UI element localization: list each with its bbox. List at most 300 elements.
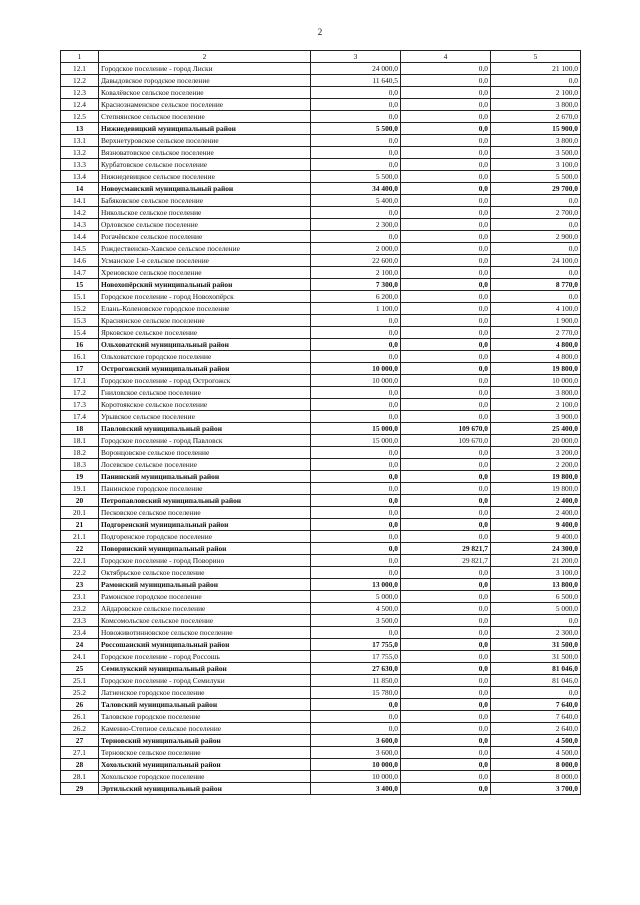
row-value-col-3: 0,0 [311, 231, 401, 243]
row-value-col-4: 0,0 [401, 567, 491, 579]
row-value-col-3: 24 000,0 [311, 63, 401, 75]
row-name: Краснознаменское сельское поселение [99, 99, 311, 111]
row-value-col-4: 0,0 [401, 363, 491, 375]
row-value-col-3: 0,0 [311, 459, 401, 471]
row-number: 14 [61, 183, 99, 195]
row-value-col-4: 0,0 [401, 195, 491, 207]
table-row [61, 423, 581, 435]
row-name: Рамонское городское поселение [99, 591, 311, 603]
row-name: Павловский муниципальный район [99, 423, 311, 435]
row-value-col-4: 0,0 [401, 315, 491, 327]
row-name: Городское поселение - город Павловск [99, 435, 311, 447]
row-value-col-4: 0,0 [401, 111, 491, 123]
row-value-col-3: 10 000,0 [311, 363, 401, 375]
table-row [61, 303, 581, 315]
table-row [61, 519, 581, 531]
row-value-col-4: 0,0 [401, 663, 491, 675]
row-number: 18.1 [61, 435, 99, 447]
row-number: 13.4 [61, 171, 99, 183]
row-value-col-3: 0,0 [311, 159, 401, 171]
row-number: 28 [61, 759, 99, 771]
row-number: 27.1 [61, 747, 99, 759]
table-row [61, 195, 581, 207]
table-row [61, 123, 581, 135]
table-row [61, 555, 581, 567]
row-value-col-5: 10 000,0 [491, 375, 581, 387]
row-value-col-5: 81 046,0 [491, 675, 581, 687]
row-number: 20 [61, 495, 99, 507]
table-row [61, 327, 581, 339]
row-value-col-4: 0,0 [401, 447, 491, 459]
row-value-col-3: 7 300,0 [311, 279, 401, 291]
row-name: Городское поселение - город Семилуки [99, 675, 311, 687]
row-name: Усманское 1-е сельское поселение [99, 255, 311, 267]
row-value-col-5: 0,0 [491, 615, 581, 627]
row-number: 16 [61, 339, 99, 351]
row-number: 13 [61, 123, 99, 135]
row-number: 23 [61, 579, 99, 591]
row-name: Гниловское сельское поселение [99, 387, 311, 399]
table-row [61, 111, 581, 123]
table-row [61, 603, 581, 615]
row-name: Октябрьское сельское поселение [99, 567, 311, 579]
row-value-col-3: 10 000,0 [311, 771, 401, 783]
row-name: Петропавловский муниципальный район [99, 495, 311, 507]
row-number: 29 [61, 783, 99, 795]
row-value-col-5: 3 800,0 [491, 387, 581, 399]
row-value-col-5: 31 500,0 [491, 639, 581, 651]
row-value-col-3: 34 400,0 [311, 183, 401, 195]
table-row [61, 747, 581, 759]
row-value-col-5: 3 500,0 [491, 147, 581, 159]
row-value-col-3: 22 600,0 [311, 255, 401, 267]
row-value-col-4: 0,0 [401, 711, 491, 723]
row-value-col-3: 0,0 [311, 111, 401, 123]
row-value-col-3: 5 500,0 [311, 171, 401, 183]
row-value-col-4: 0,0 [401, 495, 491, 507]
row-value-col-5: 3 700,0 [491, 783, 581, 795]
row-number: 19.1 [61, 483, 99, 495]
row-name: Нижнедевицкое сельское поселение [99, 171, 311, 183]
row-value-col-4: 0,0 [401, 735, 491, 747]
table-row [61, 639, 581, 651]
row-name: Городское поселение - город Новохопёрск [99, 291, 311, 303]
row-name: Панинский муниципальный район [99, 471, 311, 483]
row-value-col-4: 0,0 [401, 639, 491, 651]
row-number: 17.2 [61, 387, 99, 399]
row-value-col-4: 0,0 [401, 147, 491, 159]
row-value-col-3: 3 600,0 [311, 747, 401, 759]
row-value-col-4: 0,0 [401, 63, 491, 75]
row-value-col-3: 0,0 [311, 147, 401, 159]
row-number: 15.4 [61, 327, 99, 339]
row-value-col-5: 24 100,0 [491, 255, 581, 267]
row-name: Рогачёвское сельское поселение [99, 231, 311, 243]
row-number: 15.1 [61, 291, 99, 303]
row-number: 15 [61, 279, 99, 291]
row-value-col-4: 0,0 [401, 339, 491, 351]
header-col-4: 4 [401, 51, 491, 63]
row-name: Айдаровское сельское поселение [99, 603, 311, 615]
row-name: Нижнедевицкий муниципальный район [99, 123, 311, 135]
row-number: 23.1 [61, 591, 99, 603]
table-row [61, 411, 581, 423]
row-number: 25.1 [61, 675, 99, 687]
row-number: 23.3 [61, 615, 99, 627]
row-value-col-5: 0,0 [491, 195, 581, 207]
budget-table [60, 50, 581, 795]
row-number: 28.1 [61, 771, 99, 783]
row-value-col-5: 25 400,0 [491, 423, 581, 435]
row-value-col-3: 3 600,0 [311, 735, 401, 747]
row-value-col-4: 0,0 [401, 723, 491, 735]
row-value-col-3: 0,0 [311, 327, 401, 339]
row-value-col-4: 0,0 [401, 627, 491, 639]
row-name: Рамонский муниципальный район [99, 579, 311, 591]
row-value-col-4: 0,0 [401, 747, 491, 759]
row-value-col-3: 10 000,0 [311, 759, 401, 771]
row-name: Городское поселение - город Поворино [99, 555, 311, 567]
row-value-col-5: 4 500,0 [491, 747, 581, 759]
row-number: 14.3 [61, 219, 99, 231]
table-row [61, 75, 581, 87]
row-value-col-5: 2 770,0 [491, 327, 581, 339]
row-number: 17.4 [61, 411, 99, 423]
row-name: Хохольское городское поселение [99, 771, 311, 783]
row-number: 17.1 [61, 375, 99, 387]
row-value-col-5: 20 000,0 [491, 435, 581, 447]
row-value-col-3: 5 500,0 [311, 123, 401, 135]
row-name: Таловский муниципальный район [99, 699, 311, 711]
row-value-col-5: 0,0 [491, 267, 581, 279]
row-number: 22 [61, 543, 99, 555]
table-row [61, 315, 581, 327]
row-value-col-5: 0,0 [491, 75, 581, 87]
row-name: Новохопёрский муниципальный район [99, 279, 311, 291]
row-value-col-3: 0,0 [311, 567, 401, 579]
row-value-col-3: 0,0 [311, 699, 401, 711]
row-number: 12.5 [61, 111, 99, 123]
row-value-col-4: 0,0 [401, 291, 491, 303]
row-number: 23.2 [61, 603, 99, 615]
row-number: 14.4 [61, 231, 99, 243]
row-value-col-3: 3 500,0 [311, 615, 401, 627]
row-value-col-3: 2 000,0 [311, 243, 401, 255]
row-value-col-5: 4 800,0 [491, 339, 581, 351]
table-row [61, 87, 581, 99]
row-value-col-5: 2 100,0 [491, 87, 581, 99]
row-name: Острогожский муниципальный район [99, 363, 311, 375]
row-value-col-4: 0,0 [401, 699, 491, 711]
row-number: 26.1 [61, 711, 99, 723]
row-value-col-4: 0,0 [401, 471, 491, 483]
row-name: Терновское сельское поселение [99, 747, 311, 759]
row-name: Курбатовское сельское поселение [99, 159, 311, 171]
table-row [61, 471, 581, 483]
table-row [61, 387, 581, 399]
row-value-col-5: 4 100,0 [491, 303, 581, 315]
row-number: 21.1 [61, 531, 99, 543]
row-value-col-5: 0,0 [491, 687, 581, 699]
row-number: 12.4 [61, 99, 99, 111]
row-name: Урывское сельское поселение [99, 411, 311, 423]
row-value-col-5: 3 100,0 [491, 567, 581, 579]
row-number: 25.2 [61, 687, 99, 699]
row-value-col-5: 4 800,0 [491, 351, 581, 363]
row-name: Воронцовское сельское поселение [99, 447, 311, 459]
row-number: 21 [61, 519, 99, 531]
row-value-col-4: 109 670,0 [401, 423, 491, 435]
row-value-col-4: 0,0 [401, 87, 491, 99]
row-value-col-3: 17 755,0 [311, 651, 401, 663]
row-number: 16.1 [61, 351, 99, 363]
row-value-col-3: 11 850,0 [311, 675, 401, 687]
table-row [61, 591, 581, 603]
row-value-col-3: 0,0 [311, 495, 401, 507]
row-name: Елань-Коленовское городское поселение [99, 303, 311, 315]
row-number: 25 [61, 663, 99, 675]
table-row [61, 375, 581, 387]
row-value-col-4: 0,0 [401, 171, 491, 183]
table-row [61, 99, 581, 111]
row-number: 14.5 [61, 243, 99, 255]
row-name: Давыдовское городское поселение [99, 75, 311, 87]
row-value-col-3: 15 000,0 [311, 435, 401, 447]
row-name: Хреновское сельское поселение [99, 267, 311, 279]
row-value-col-4: 0,0 [401, 675, 491, 687]
row-value-col-5: 7 640,0 [491, 699, 581, 711]
row-number: 27 [61, 735, 99, 747]
row-value-col-4: 0,0 [401, 615, 491, 627]
row-value-col-3: 0,0 [311, 351, 401, 363]
row-value-col-5: 4 500,0 [491, 735, 581, 747]
row-value-col-4: 0,0 [401, 279, 491, 291]
table-row [61, 627, 581, 639]
row-value-col-5: 15 900,0 [491, 123, 581, 135]
row-value-col-4: 0,0 [401, 603, 491, 615]
row-value-col-3: 6 200,0 [311, 291, 401, 303]
table-row [61, 459, 581, 471]
table-row [61, 279, 581, 291]
row-value-col-4: 0,0 [401, 303, 491, 315]
row-number: 14.6 [61, 255, 99, 267]
row-value-col-5: 3 800,0 [491, 135, 581, 147]
row-name: Лосевское сельское поселение [99, 459, 311, 471]
row-value-col-4: 0,0 [401, 387, 491, 399]
row-value-col-3: 0,0 [311, 339, 401, 351]
row-value-col-5: 2 100,0 [491, 399, 581, 411]
row-value-col-5: 3 200,0 [491, 447, 581, 459]
row-number: 26 [61, 699, 99, 711]
row-value-col-5: 2 400,0 [491, 507, 581, 519]
row-value-col-4: 0,0 [401, 375, 491, 387]
row-name: Бабяковское сельское поселение [99, 195, 311, 207]
row-value-col-5: 0,0 [491, 219, 581, 231]
page-number: 2 [317, 27, 323, 37]
row-value-col-4: 0,0 [401, 135, 491, 147]
row-value-col-5: 19 800,0 [491, 363, 581, 375]
row-value-col-5: 2 700,0 [491, 207, 581, 219]
row-value-col-3: 0,0 [311, 723, 401, 735]
row-number: 14.7 [61, 267, 99, 279]
row-value-col-4: 29 821,7 [401, 543, 491, 555]
row-value-col-4: 0,0 [401, 255, 491, 267]
row-value-col-5: 13 800,0 [491, 579, 581, 591]
row-name: Терновский муниципальный район [99, 735, 311, 747]
row-value-col-3: 10 000,0 [311, 375, 401, 387]
table-row [61, 267, 581, 279]
row-name: Коротоякское сельское поселение [99, 399, 311, 411]
row-name: Панинское городское поселение [99, 483, 311, 495]
table-row [61, 651, 581, 663]
row-number: 23.4 [61, 627, 99, 639]
row-value-col-3: 0,0 [311, 315, 401, 327]
row-number: 15.2 [61, 303, 99, 315]
row-name: Латненское городское поселение [99, 687, 311, 699]
row-value-col-4: 0,0 [401, 591, 491, 603]
row-name: Городское поселение - город Россошь [99, 651, 311, 663]
row-number: 17 [61, 363, 99, 375]
row-value-col-4: 0,0 [401, 411, 491, 423]
table-row [61, 579, 581, 591]
row-value-col-3: 0,0 [311, 87, 401, 99]
table-row [61, 687, 581, 699]
row-value-col-5: 81 046,0 [491, 663, 581, 675]
table-row [61, 363, 581, 375]
row-value-col-5: 21 200,0 [491, 555, 581, 567]
row-value-col-3: 11 640,5 [311, 75, 401, 87]
row-value-col-3: 0,0 [311, 387, 401, 399]
row-name: Ярковское сельское поселение [99, 327, 311, 339]
row-number: 22.2 [61, 567, 99, 579]
row-name: Новоживотинновское сельское поселение [99, 627, 311, 639]
row-number: 13.1 [61, 135, 99, 147]
row-value-col-4: 0,0 [401, 531, 491, 543]
row-number: 13.2 [61, 147, 99, 159]
row-name: Ольховатское городское поселение [99, 351, 311, 363]
row-value-col-3: 0,0 [311, 531, 401, 543]
row-name: Семилукский муниципальный район [99, 663, 311, 675]
row-value-col-5: 6 500,0 [491, 591, 581, 603]
table-row [61, 783, 581, 795]
row-value-col-4: 0,0 [401, 183, 491, 195]
row-value-col-4: 0,0 [401, 483, 491, 495]
row-number: 22.1 [61, 555, 99, 567]
row-number: 17.3 [61, 399, 99, 411]
table-row [61, 507, 581, 519]
row-value-col-5: 3 900,0 [491, 411, 581, 423]
row-name: Вязноватовское сельское поселение [99, 147, 311, 159]
row-value-col-4: 0,0 [401, 783, 491, 795]
row-value-col-3: 0,0 [311, 471, 401, 483]
table-row [61, 699, 581, 711]
row-value-col-4: 0,0 [401, 75, 491, 87]
row-value-col-3: 1 100,0 [311, 303, 401, 315]
row-value-col-4: 0,0 [401, 327, 491, 339]
row-value-col-5: 3 800,0 [491, 99, 581, 111]
row-value-col-5: 2 400,0 [491, 495, 581, 507]
row-number: 18.2 [61, 447, 99, 459]
row-name: Ковалёвское сельское поселение [99, 87, 311, 99]
row-name: Эртильский муниципальный район [99, 783, 311, 795]
row-value-col-4: 0,0 [401, 207, 491, 219]
row-value-col-5: 5 500,0 [491, 171, 581, 183]
row-value-col-4: 0,0 [401, 243, 491, 255]
table-row [61, 207, 581, 219]
row-number: 12.1 [61, 63, 99, 75]
header-row [61, 51, 581, 63]
row-value-col-3: 0,0 [311, 507, 401, 519]
row-value-col-4: 0,0 [401, 687, 491, 699]
row-value-col-3: 0,0 [311, 411, 401, 423]
table-row [61, 531, 581, 543]
row-name: Таловское городское поселение [99, 711, 311, 723]
row-value-col-4: 0,0 [401, 459, 491, 471]
row-value-col-3: 5 000,0 [311, 591, 401, 603]
table-row [61, 711, 581, 723]
row-name: Орловское сельское поселение [99, 219, 311, 231]
row-value-col-4: 0,0 [401, 759, 491, 771]
row-value-col-5: 2 300,0 [491, 627, 581, 639]
row-number: 24.1 [61, 651, 99, 663]
table-row [61, 171, 581, 183]
header-col-3: 3 [311, 51, 401, 63]
table-row [61, 723, 581, 735]
row-number: 18 [61, 423, 99, 435]
table-row [61, 663, 581, 675]
header-col-1: 1 [61, 51, 99, 63]
header-col-2: 2 [99, 51, 311, 63]
row-value-col-5: 31 500,0 [491, 651, 581, 663]
table-row [61, 495, 581, 507]
row-value-col-5: 21 100,0 [491, 63, 581, 75]
row-value-col-3: 15 780,0 [311, 687, 401, 699]
row-value-col-3: 0,0 [311, 135, 401, 147]
row-value-col-5: 8 000,0 [491, 759, 581, 771]
row-number: 19 [61, 471, 99, 483]
row-value-col-4: 109 670,0 [401, 435, 491, 447]
table-row [61, 399, 581, 411]
row-value-col-4: 0,0 [401, 231, 491, 243]
row-value-col-3: 0,0 [311, 627, 401, 639]
table-row [61, 735, 581, 747]
row-value-col-3: 4 500,0 [311, 603, 401, 615]
table-body [61, 63, 581, 795]
table-row [61, 219, 581, 231]
table-row [61, 291, 581, 303]
row-value-col-4: 0,0 [401, 579, 491, 591]
row-number: 20.1 [61, 507, 99, 519]
row-number: 13.3 [61, 159, 99, 171]
row-name: Песковское сельское поселение [99, 507, 311, 519]
row-number: 26.2 [61, 723, 99, 735]
table-row [61, 159, 581, 171]
row-value-col-4: 29 821,7 [401, 555, 491, 567]
row-value-col-3: 0,0 [311, 519, 401, 531]
row-value-col-5: 5 000,0 [491, 603, 581, 615]
header-col-5: 5 [491, 51, 581, 63]
row-number: 15.3 [61, 315, 99, 327]
row-value-col-3: 0,0 [311, 207, 401, 219]
row-value-col-4: 0,0 [401, 219, 491, 231]
row-value-col-5: 2 640,0 [491, 723, 581, 735]
table-row [61, 183, 581, 195]
row-value-col-4: 0,0 [401, 507, 491, 519]
row-value-col-5: 29 700,0 [491, 183, 581, 195]
row-value-col-5: 24 300,0 [491, 543, 581, 555]
row-value-col-5: 0,0 [491, 243, 581, 255]
row-name: Верхнетуровское сельское поселение [99, 135, 311, 147]
